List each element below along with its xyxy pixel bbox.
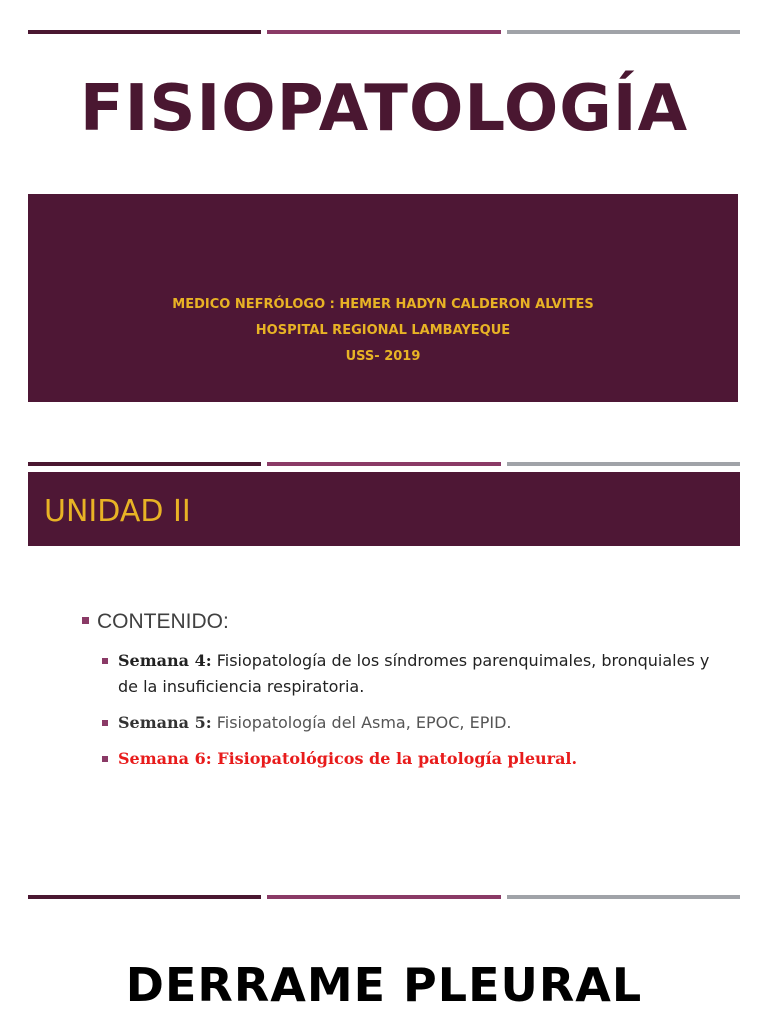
divider-segment-gray [507, 462, 740, 466]
author-info-box [28, 194, 738, 402]
week-label: Semana 5: [118, 713, 212, 732]
divider-segment-magenta [267, 462, 500, 466]
divider-segment-magenta [267, 30, 500, 34]
week-list [82, 648, 722, 772]
list-item-week-4 [102, 648, 722, 700]
divider-segment-dark [28, 462, 261, 466]
hospital-line: HOSPITAL REGIONAL LAMBAYEQUE [255, 323, 511, 338]
bottom-divider-line [28, 895, 740, 899]
middle-divider-line [28, 462, 740, 466]
author-line: MEDICO NEFRÓLOGO : HEMER HADYN CALDERON ALVITES [172, 297, 594, 312]
slide-title: FISIOPATOLOGÍA [79, 72, 689, 146]
week-description: Fisiopatología de los síndromes parenquimales, bronquiales y de la insuficiencia respiratoria. [118, 651, 710, 696]
unit-header-bar [28, 472, 740, 546]
section-title: DERRAME PLEURAL [125, 958, 643, 1012]
square-bullet-icon [102, 756, 108, 762]
content-heading-row [82, 610, 722, 634]
content-heading: CONTENIDO: [97, 610, 229, 633]
divider-segment-magenta [267, 895, 500, 899]
unit-title: UNIDAD II [44, 494, 191, 529]
divider-segment-dark [28, 30, 261, 34]
divider-segment-gray [507, 30, 740, 34]
divider-segment-dark [28, 895, 261, 899]
square-bullet-icon [82, 617, 89, 624]
week-label: Semana 4: [118, 651, 212, 670]
square-bullet-icon [102, 658, 108, 664]
week-description: Fisiopatología del Asma, EPOC, EPID. [211, 713, 512, 732]
list-item-week-6 [102, 746, 722, 772]
week-label: Semana 6: [118, 749, 212, 768]
square-bullet-icon [102, 720, 108, 726]
content-section [82, 610, 722, 782]
top-divider-line [28, 30, 740, 34]
author-info-lines [28, 292, 738, 370]
list-item-week-5 [102, 710, 722, 736]
week-description: Fisiopatológicos de la patología pleural. [211, 749, 578, 768]
divider-segment-gray [507, 895, 740, 899]
year-line: USS- 2019 [345, 349, 421, 364]
